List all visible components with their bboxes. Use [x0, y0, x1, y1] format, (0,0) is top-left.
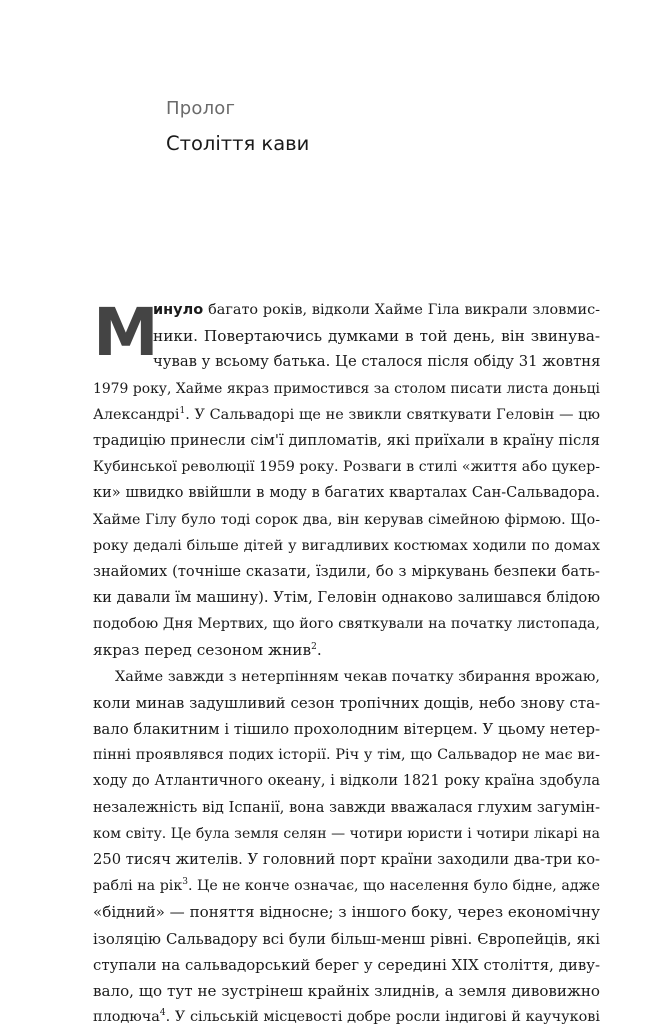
text-line: ки давали їм машину). Утім, Геловін однаково залишався блідою: [93, 589, 600, 607]
text-line: знайомих (точніше сказати, їздили, бо з міркувань безпеки бать-: [93, 562, 600, 580]
text-line: ступали на сальвадорський берег у середині XIX століття, диву-: [93, 955, 600, 974]
text-line: 1979 року, Хайме якраз примостився за столом писати листа доньці: [93, 380, 600, 397]
text-line: незалежність від Іспанії, вона завжди вважалася глухим загумін-: [93, 799, 600, 816]
text-line: ки» швидко ввійшли в моду в багатих кварталах Сан-Сальвадора.: [93, 485, 600, 502]
text-line: ком світу. Це була земля селян — чотири юристи і чотири лікарі на: [93, 825, 600, 842]
text-line: плодюча$^4$. У сільській місцевості добре росли індигові й каучукові: [93, 1008, 600, 1026]
text-line: инуло багато років, відколи Хайме Гіла викрали зловмис-: [153, 302, 600, 318]
text-line: якраз перед сезоном жнив$^2$.: [93, 641, 322, 660]
text-line: раблі на рік$^3$. Це не конче означає, що населення було бідне, адже: [93, 877, 600, 895]
chapter-title: Століття кави: [166, 132, 310, 155]
text-line: Кубинської революції 1959 року. Розваги в стилі «життя або цукер-: [93, 459, 600, 476]
text-line: вало блакитним і тішило прохолодним вітерцем. У цьому нетер-: [93, 720, 601, 738]
text-line: ізоляцію Сальвадору всі були більш-менш рівні. Європейців, які: [93, 929, 600, 948]
text-line: Хайме Гілу було тоді сорок два, він керував сімейною фірмою. Що-: [93, 511, 600, 528]
footnote-ref[interactable]: 3: [182, 877, 188, 888]
text-line: коли минав задушливий сезон тропічних дощів, небо знову ста-: [93, 693, 600, 712]
text-line: чував у всьому батька. Це сталося після обіду 31 жовтня: [153, 353, 601, 371]
footnote-ref[interactable]: 4: [159, 1008, 166, 1019]
text-line: традицію принесли сім'ї дипломатів, які приїхали в країну після: [93, 431, 600, 449]
text-line: Хайме завжди з нетерпінням чекав початку збирання врожаю,: [115, 668, 600, 685]
footnote-ref[interactable]: 2: [311, 642, 317, 653]
text-line: «бідний» — поняття відносне; з іншого боку, через економічну: [93, 903, 600, 922]
footnote-ref[interactable]: 1: [179, 405, 186, 416]
text-line: 250 тисяч жителів. У головний порт країни заходили два-три ко-: [93, 850, 600, 868]
drop-cap: М: [93, 294, 159, 371]
text-line: року дедалі більше дітей у вигадливих костюмах ходили по домах: [93, 537, 600, 554]
lead-word: инуло: [153, 302, 204, 318]
chapter-label: Пролог: [166, 98, 236, 119]
text-line: подобою Дня Мертвих, що його святкували на початку листопада,: [93, 616, 600, 633]
text-line: вало, що тут не зустрінеш крайніх злиднів, а земля дивовижно: [93, 981, 600, 1000]
text-line: ходу до Атлантичного океану, і відколи 1821 року країна здобула: [93, 773, 600, 790]
body-text: [93, 294, 601, 1030]
text-line: пінні проявлявся подих історії. Річ у тім, що Сальвадор не має ви-: [93, 747, 600, 764]
text-line: ники. Повертаючись думками в той день, він звинува-: [153, 327, 600, 346]
text-line: Александрі$^1$. У Сальвадорі ще не звикли святкувати Геловін — цю: [93, 405, 600, 423]
